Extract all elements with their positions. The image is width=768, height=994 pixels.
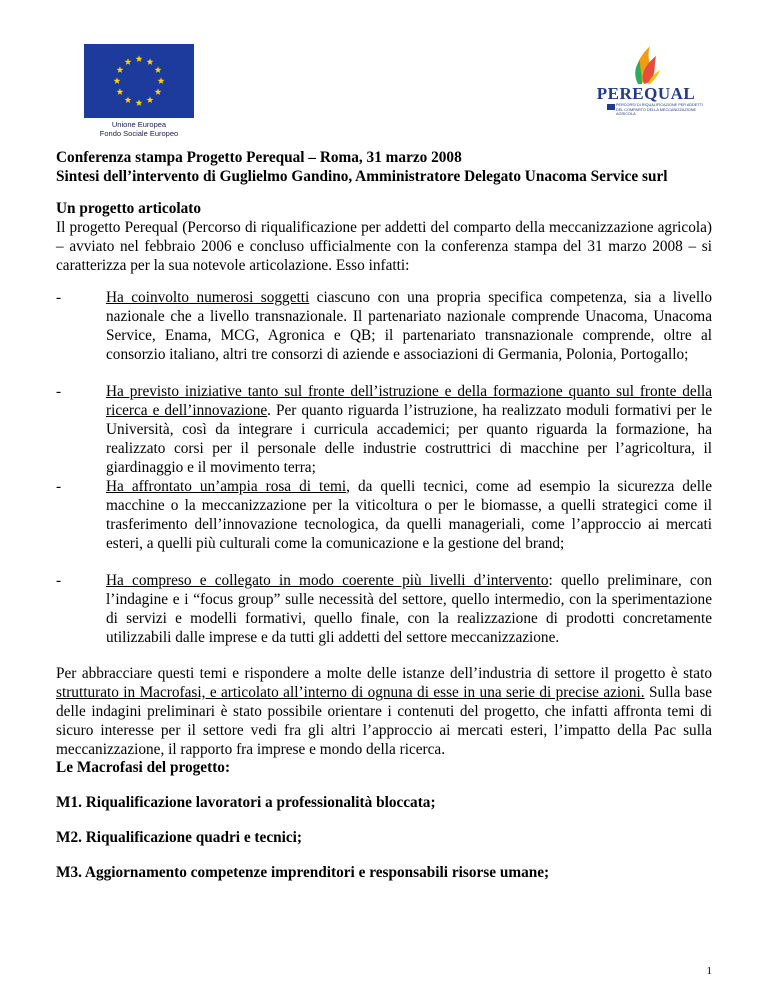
eu-caption	[84, 120, 194, 138]
header-line-2: Sintesi dell’intervento di Guglielmo Gandino, Amministratore Delegato Unacoma Service surl	[56, 168, 668, 185]
section-title: Un progetto articolato	[56, 200, 202, 217]
bullet-body: . Per quanto riguarda l’istruzione, ha realizzato moduli formativi per le Università, così da integrare i curricula accademici; per quanto riguarda la formazione, ha realizzato corsi per il personale delle industrie costruttrici di macchine per l’agricoltura, il giardinaggio e il movimento terra;	[106, 402, 713, 476]
bullet-dash: -	[56, 572, 62, 589]
perequal-logo	[594, 40, 704, 120]
page-number: 1	[706, 965, 712, 977]
bullet-lead: Ha compreso e collegato in modo coerente più livelli d’intervento	[106, 572, 549, 589]
document-header	[56, 148, 712, 186]
paragraph-underlined: strutturato in Macrofasi, e articolato all’interno di ognuna di esse in una serie di precise azioni.	[56, 684, 645, 701]
bullet-dash: -	[56, 478, 62, 495]
eu-mini-flag-icon	[607, 104, 615, 110]
macrofase-m1: M1. Riqualificazione lavoratori a professionalità bloccata;	[56, 794, 436, 811]
macrofase-m2: M2. Riqualificazione quadri e tecnici;	[56, 829, 302, 846]
eu-logo	[84, 44, 204, 144]
macrofasi-title: Le Macrofasi del progetto:	[56, 759, 231, 776]
bullet-lead: Ha previsto iniziative tanto sul fronte dell’istruzione e della formazione quanto sul fronte della ricerca e dell’innovazione	[106, 383, 712, 419]
perequal-tagline: PERCORSI DI RIQUALIFICAZIONE PER ADDETTI DEL COMPARTO DELLA MECCANIZZAZIONE AGRICOLA	[616, 103, 704, 116]
bullet-dash: -	[56, 383, 62, 400]
bullet-body: , da quelli tecnici, come ad esempio la sicurezza delle macchine o la meccanizzazione per la viticoltura o per le biomasse, a quelli strategici come il trasferimento dell’innovazione tecnologica, da quelli manageriali, come l’approccio ai mercati esteri, a quelli più culturali come la comunicazione e la gestione del brand;	[106, 478, 712, 552]
header-line-1: Conferenza stampa Progetto Perequal – Roma, 31 marzo 2008	[56, 149, 462, 166]
macrofase-m3: M3. Aggiornamento competenze imprenditori e responsabili risorse umane;	[56, 864, 550, 881]
bullet-dash: -	[56, 289, 62, 306]
eu-caption-line2: Fondo Sociale Europeo	[99, 129, 179, 138]
bullet-body: : quello preliminare, con l’indagine e i “focus group” sulle necessità del settore, quello intermedio, con la sperimentazione di servizi e modelli formativi, quello finale, con la realizzazione di prodotti concretamente utilizzabili dalle imprese e da tutti gli addetti del settore meccanizzazione.	[106, 572, 712, 646]
perequal-wordmark: PEREQUAL	[596, 84, 696, 103]
perequal-flame-icon	[594, 40, 698, 86]
bullet-lead: Ha affrontato un’ampia rosa di temi	[106, 478, 347, 495]
intro-paragraph: Il progetto Perequal (Percorso di riqualificazione per addetti del comparto della meccanizzazione agricola) – avviato nel febbraio 2006 e concluso ufficialmente con la conferenza stampa del 31 marzo 2008 – si caratterizza per la sua notevole articolazione. Esso infatti:	[56, 219, 712, 274]
eu-flag-icon	[84, 44, 194, 118]
paragraph-pre: Per abbracciare questi temi e rispondere a molte delle istanze dell’industria di settore il progetto è stato	[56, 665, 712, 682]
bullet-body: ciascuno con una propria specifica competenza, sia a livello nazionale che a livello transnazionale. Il partenariato nazionale comprende Unacoma, Unacoma Service, Enama, MCG, Agronica e QB; il partenariato transnazionale comprende, oltre al consorzio italiano, altri tre consorzi di aziende e associazioni di Germania, Polonia, Portogallo;	[106, 289, 712, 363]
body-paragraph	[56, 664, 712, 759]
paragraph-post: Sulla base delle indagini preliminari è stato possibile orientare i contenuti del progetto, che infatti affronta temi di sicuro interesse per il settore vedi fra gli altri l’approccio ai mercati esteri, l’impatto della Pac sulla meccanizzazione, il rapporto fra imprese e mondo della ricerca.	[56, 684, 712, 758]
eu-caption-line1: Unione Europea	[111, 120, 167, 129]
bullet-lead: Ha coinvolto numerosi soggetti	[106, 289, 310, 306]
